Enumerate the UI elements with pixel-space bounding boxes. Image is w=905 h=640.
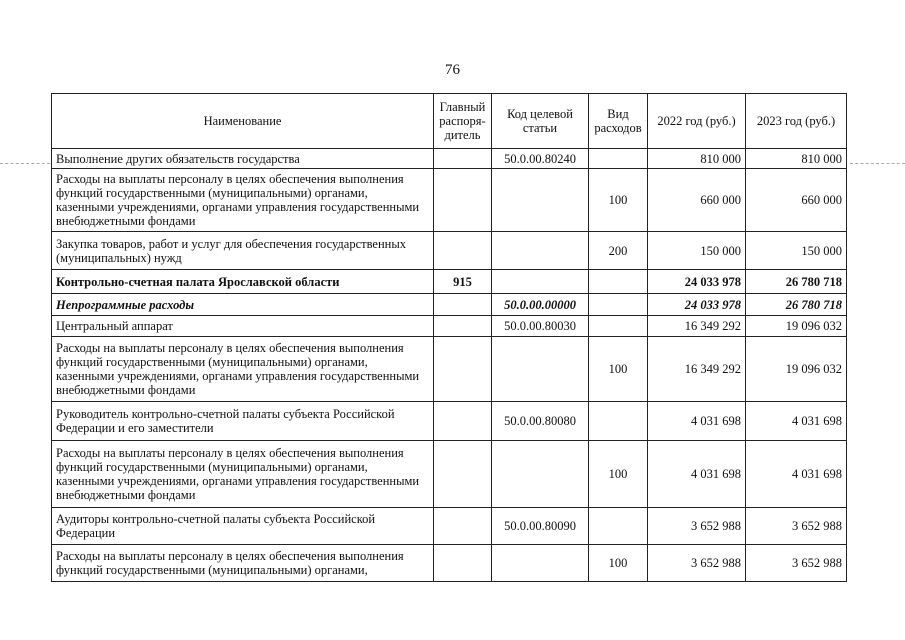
cell-name: Выполнение других обязательств государства [52,149,434,169]
page-number: 76 [445,62,460,78]
cell-2022: 16 349 292 [648,316,746,337]
cell-code: 50.0.00.80090 [492,508,589,545]
table-row [52,337,847,402]
cell-2023: 150 000 [746,232,847,270]
cell-type [589,402,648,441]
cell-2022: 4 031 698 [648,441,746,508]
cell-code [492,169,589,232]
table-row [52,441,847,508]
header-type: Вид расходов [589,94,648,149]
cell-code [492,441,589,508]
cell-name: Руководитель контрольно-счетной палаты субъекта Российской Федерации и его заместители [52,402,434,441]
cell-2023: 4 031 698 [746,402,847,441]
table-row [52,402,847,441]
cell-type: 100 [589,441,648,508]
cell-type: 100 [589,169,648,232]
cell-2023: 3 652 988 [746,545,847,582]
cell-code: 50.0.00.80240 [492,149,589,169]
cell-admin [434,169,492,232]
table-row [52,508,847,545]
cell-2023: 4 031 698 [746,441,847,508]
cell-code: 50.0.00.80030 [492,316,589,337]
cell-name: Расходы на выплаты персоналу в целях обеспечения выполнения функций государственными (муниципальными) органами, казенными учреждениями, органами управления государственными внебюджетными фондами [52,337,434,402]
cell-admin [434,545,492,582]
header-2022: 2022 год (руб.) [648,94,746,149]
budget-table [51,93,847,582]
cell-2023: 660 000 [746,169,847,232]
cell-code [492,337,589,402]
cell-admin [434,402,492,441]
table-row [52,149,847,169]
cell-name: Центральный аппарат [52,316,434,337]
cell-name: Расходы на выплаты персоналу в целях обеспечения выполнения функций государственными (муниципальными) органами, казенными учреждениями, органами управления государственными внебюджетными фондами [52,169,434,232]
table-row [52,270,847,294]
cell-name: Расходы на выплаты персоналу в целях обеспечения выполнения функций государственными (муниципальными) органами, казенными учреждениями, органами управления государственными внебюджетными фондами [52,441,434,508]
cell-2022: 150 000 [648,232,746,270]
scan-artifact-line-right [850,163,905,164]
cell-2022: 660 000 [648,169,746,232]
cell-code [492,545,589,582]
scan-artifact-line [0,163,50,164]
cell-type [589,316,648,337]
table-row [52,232,847,270]
table-row [52,316,847,337]
cell-code [492,270,589,294]
cell-name: Расходы на выплаты персоналу в целях обеспечения выполнения функций государственными (муниципальными) органами, [52,545,434,582]
table-row [52,169,847,232]
cell-name: Закупка товаров, работ и услуг для обеспечения государственных (муниципальных) нужд [52,232,434,270]
cell-admin [434,316,492,337]
cell-2022: 4 031 698 [648,402,746,441]
cell-code: 50.0.00.80080 [492,402,589,441]
cell-type: 100 [589,545,648,582]
cell-2023: 19 096 032 [746,337,847,402]
cell-2022: 3 652 988 [648,545,746,582]
cell-admin [434,149,492,169]
table-header-row [52,94,847,149]
cell-type [589,149,648,169]
table-row [52,545,847,582]
header-admin: Главный распоря-дитель [434,94,492,149]
cell-code [492,232,589,270]
cell-admin [434,337,492,402]
cell-admin [434,294,492,316]
cell-admin [434,232,492,270]
cell-2023: 26 780 718 [746,294,847,316]
cell-code: 50.0.00.00000 [492,294,589,316]
table-row [52,294,847,316]
cell-2022: 24 033 978 [648,270,746,294]
cell-name: Непрограммные расходы [52,294,434,316]
cell-2022: 3 652 988 [648,508,746,545]
header-2023: 2023 год (руб.) [746,94,847,149]
cell-2023: 810 000 [746,149,847,169]
cell-2022: 810 000 [648,149,746,169]
header-name: Наименование [52,94,434,149]
cell-2022: 16 349 292 [648,337,746,402]
cell-2022: 24 033 978 [648,294,746,316]
cell-type [589,508,648,545]
cell-admin [434,508,492,545]
cell-type: 200 [589,232,648,270]
cell-type: 100 [589,337,648,402]
header-code: Код целевой статьи [492,94,589,149]
cell-name: Аудиторы контрольно-счетной палаты субъекта Российской Федерации [52,508,434,545]
cell-2023: 19 096 032 [746,316,847,337]
cell-2023: 3 652 988 [746,508,847,545]
cell-2023: 26 780 718 [746,270,847,294]
cell-admin: 915 [434,270,492,294]
cell-type [589,294,648,316]
cell-name: Контрольно-счетная палата Ярославской области [52,270,434,294]
cell-admin [434,441,492,508]
cell-type [589,270,648,294]
